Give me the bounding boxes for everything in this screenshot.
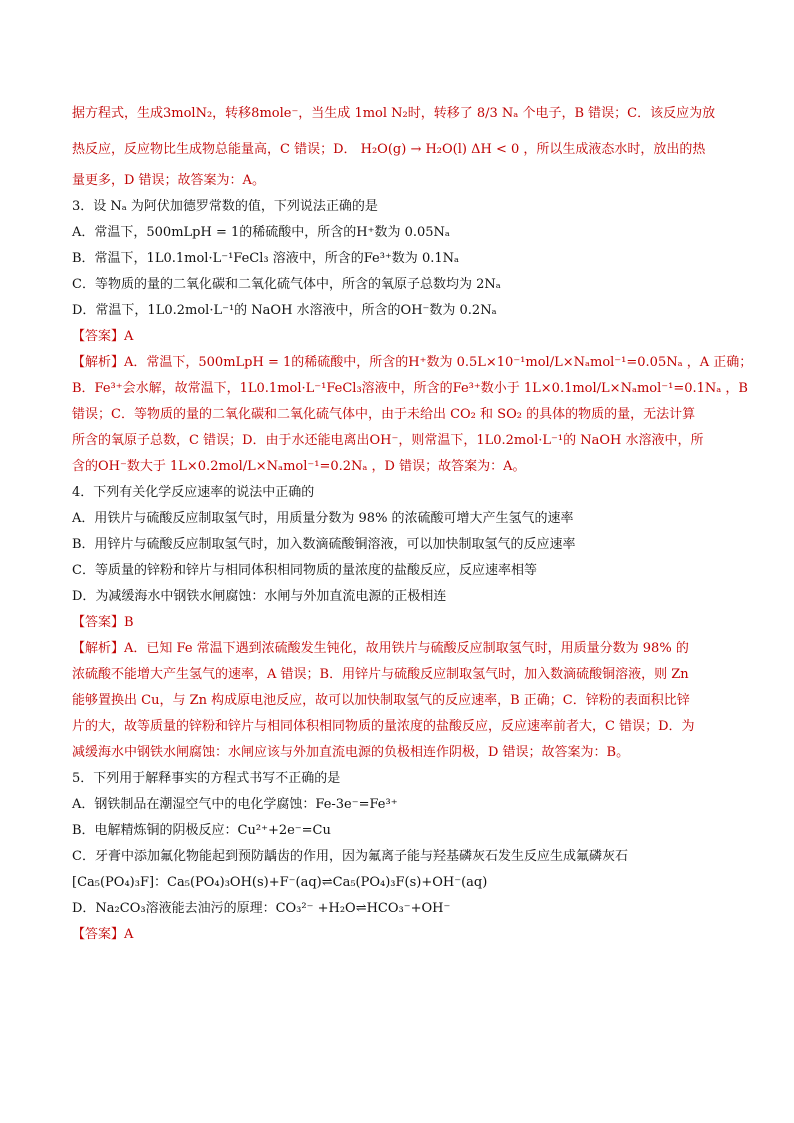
question-5-stem: 5．下列用于解释事实的方程式书写不正确的是 bbox=[72, 771, 341, 786]
question-3-option-b: B．常温下，1L0.1mol·L⁻¹FeCl₃ 溶液中，所含的Fe³⁺数为 0.1Nₐ bbox=[72, 251, 460, 266]
question-4-option-d: D．为减缓海水中钢铁水闸腐蚀：水闸与外加直流电源的正极相连 bbox=[72, 589, 447, 604]
question-3-explanation-4: 所含的氧原子总数，C 错误；D．由于水还能电离出OH⁻，则常温下，1L0.2mol·L⁻¹的 NaOH 水溶液中，所 bbox=[72, 433, 704, 448]
question-3-explanation-5: 含的OH⁻数大于 1L×0.2mol/L×Nₐmol⁻¹=0.2Nₐ ，D 错误；故答案为：A。 bbox=[72, 459, 526, 474]
question-4-explanation-5: 减缓海水中钢铁水闸腐蚀：水闸应该与外加直流电源的负极相连作阴极，D 错误；故答案为：B。 bbox=[72, 745, 630, 760]
question-5-option-d: D．Na₂CO₃溶液能去油污的原理：CO₃²⁻ +H₂O⇌HCO₃⁻+OH⁻ bbox=[72, 901, 451, 916]
explanation-line-3: 量更多，D 错误；故答案为：A。 bbox=[72, 173, 265, 188]
question-3-answer: 【答案】A bbox=[72, 329, 134, 344]
question-4-option-b: B．用锌片与硫酸反应制取氢气时，加入数滴硫酸铜溶液，可以加快制取氢气的反应速率 bbox=[72, 537, 576, 552]
question-3-stem: 3．设 Nₐ 为阿伏加德罗常数的值，下列说法正确的是 bbox=[72, 199, 378, 214]
explanation-line-2: 热反应，反应物比生成物总能量高，C 错误；D． H₂O(g) → H₂O(l) ΔH < 0 ，所以生成液态水时，放出的热 bbox=[72, 142, 706, 157]
question-3-option-c: C．等物质的量的二氧化碳和二氧化硫气体中，所含的氧原子总数均为 2Nₐ bbox=[72, 277, 501, 292]
question-5-answer: 【答案】A bbox=[72, 927, 134, 942]
question-5-option-a: A．钢铁制品在潮湿空气中的电化学腐蚀：Fe-3e⁻=Fe³⁺ bbox=[72, 797, 398, 812]
question-3-option-d: D．常温下，1L0.2mol·L⁻¹的 NaOH 水溶液中，所含的OH⁻数为 0.2Nₐ bbox=[72, 303, 497, 318]
question-4-explanation-2: 浓硫酸不能增大产生氢气的速率，A 错误；B．用锌片与硫酸反应制取氢气时，加入数滴硫酸铜溶液，则 Zn bbox=[72, 667, 689, 682]
question-3-explanation-3: 错误；C．等物质的量的二氧化碳和二氧化硫气体中，由于未给出 CO₂ 和 SO₂ 的具体的物质的量，无法计算 bbox=[72, 407, 696, 422]
question-4-option-a: A．用铁片与硫酸反应制取氢气时，用质量分数为 98% 的浓硫酸可增大产生氢气的速率 bbox=[72, 511, 574, 526]
question-5-option-c-equation: [Ca₅(PO₄)₃F]：Ca₅(PO₄)₃OH(s)+F⁻(aq)⇌Ca₅(PO₄)₃F(s)+OH⁻(aq) bbox=[72, 875, 488, 890]
question-4-answer: 【答案】B bbox=[72, 615, 134, 630]
question-4-explanation-4: 片的大，故等质量的锌粉和锌片与相同体积相同物质的量浓度的盐酸反应，反应速率前者大，C 错误；D．为 bbox=[72, 719, 695, 734]
question-4-stem: 4．下列有关化学反应速率的说法中正确的 bbox=[72, 485, 315, 500]
question-4-explanation-3: 能够置换出 Cu，与 Zn 构成原电池反应，故可以加快制取氢气的反应速率，B 正确；C．锌粉的表面积比锌 bbox=[72, 693, 690, 708]
question-3-option-a: A．常温下，500mLpH = 1的稀硫酸中，所含的H⁺数为 0.05Nₐ bbox=[72, 225, 450, 240]
question-3-explanation-2: B．Fe³⁺会水解，故常温下，1L0.1mol·L⁻¹FeCl₃溶液中，所含的Fe³⁺数小于 1L×0.1mol/L×Nₐmol⁻¹=0.1Nₐ ，B bbox=[72, 381, 748, 396]
question-4-option-c: C．等质量的锌粉和锌片与相同体积相同物质的量浓度的盐酸反应，反应速率相等 bbox=[72, 563, 537, 578]
explanation-line-1: 据方程式，生成3molN₂，转移8mole⁻，当生成 1mol N₂时，转移了 8/3 Nₐ 个电子，B 错误；C．该反应为放 bbox=[72, 106, 716, 121]
document-page bbox=[72, 96, 753, 948]
question-3-explanation-1: 【解析】A．常温下，500mLpH = 1的稀硫酸中，所含的H⁺数为 0.5L×10⁻¹mol/L×Nₐmol⁻¹=0.05Nₐ ，A 正确； bbox=[72, 355, 753, 370]
question-4-explanation-1: 【解析】A．已知 Fe 常温下遇到浓硫酸发生钝化，故用铁片与硫酸反应制取氢气时，用质量分数为 98% 的 bbox=[72, 641, 689, 656]
question-5-option-b: B．电解精炼铜的阴极反应：Cu²⁺+2e⁻=Cu bbox=[72, 823, 331, 838]
question-5-option-c: C．牙膏中添加氟化物能起到预防龋齿的作用，因为氟离子能与羟基磷灰石发生反应生成氟磷灰石 bbox=[72, 849, 628, 864]
